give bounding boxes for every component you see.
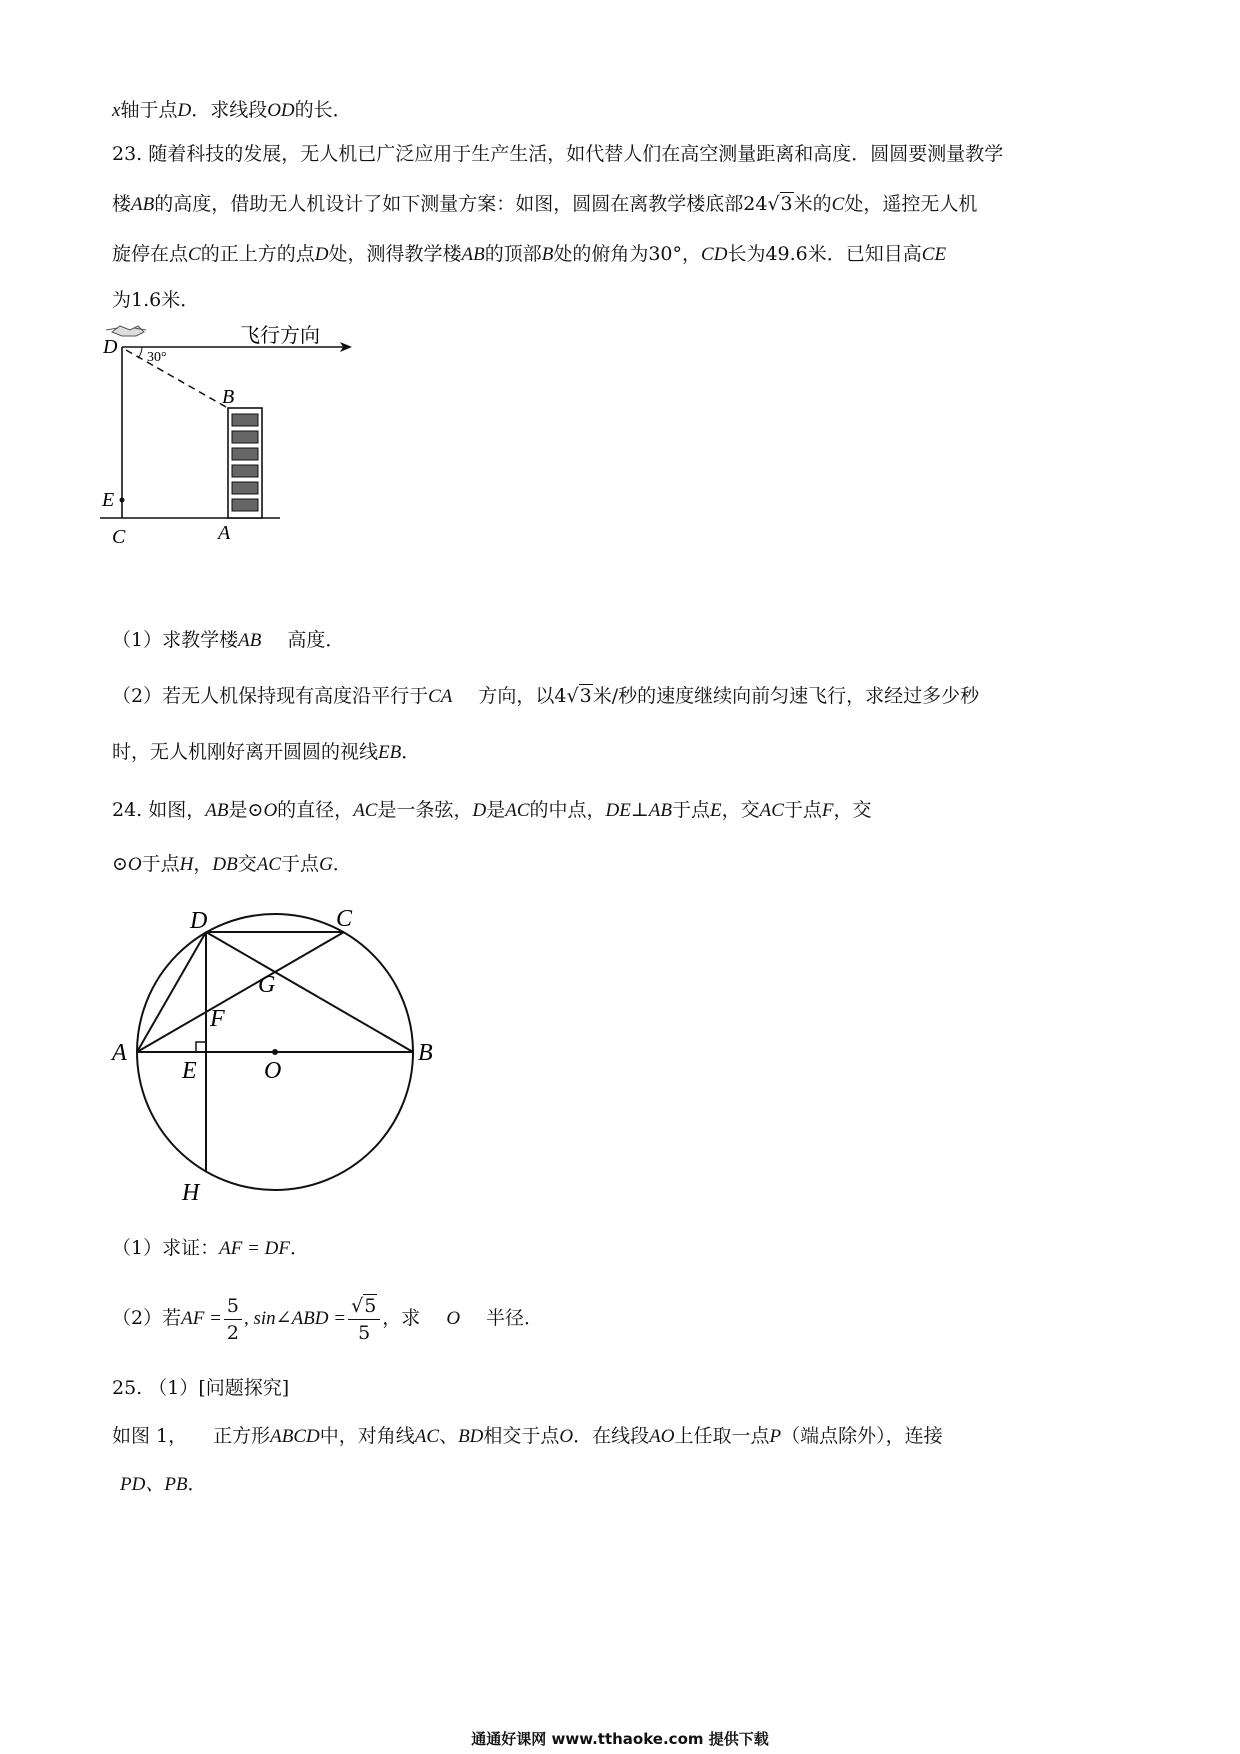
perp-symbol: ⊥ bbox=[630, 799, 649, 821]
q24-part-1 bbox=[112, 1236, 309, 1261]
math-4sqrt3 bbox=[554, 684, 592, 707]
text: 是 bbox=[486, 799, 506, 821]
line-AD bbox=[137, 932, 206, 1052]
sight-line-DB bbox=[126, 350, 226, 407]
text: 半径． bbox=[486, 1307, 544, 1329]
text: ， bbox=[193, 853, 213, 875]
numerator bbox=[348, 1293, 380, 1320]
text: 中，对角线 bbox=[319, 1425, 415, 1447]
math-G: G bbox=[319, 854, 333, 875]
sqrt-sign: √ bbox=[767, 193, 780, 215]
q23-line-4 bbox=[112, 288, 199, 312]
building-floor bbox=[232, 448, 258, 460]
math-O: O bbox=[559, 1426, 574, 1447]
q25-line-2 bbox=[112, 1424, 943, 1449]
math-D: D bbox=[472, 800, 487, 821]
text: ． bbox=[187, 1473, 207, 1495]
q23-line-2 bbox=[112, 192, 977, 217]
math-CD: CD bbox=[701, 244, 728, 265]
q25-line-1 bbox=[112, 1376, 289, 1400]
label-G: G bbox=[258, 972, 276, 998]
text: ，交 bbox=[833, 799, 872, 821]
label-B: B bbox=[222, 386, 235, 408]
math-AB: AB bbox=[461, 244, 485, 265]
math-AC: AC bbox=[414, 1426, 440, 1447]
math-CA: CA bbox=[428, 686, 453, 707]
math-D: D bbox=[177, 100, 192, 121]
text: 长为 bbox=[727, 243, 766, 265]
math-AF: AF = bbox=[181, 1308, 222, 1329]
text: ，求 bbox=[382, 1307, 421, 1329]
math-49.6: 49.6 bbox=[765, 243, 808, 265]
text-line-od bbox=[112, 98, 352, 123]
label-D: D bbox=[103, 336, 118, 358]
text: ， bbox=[682, 243, 702, 265]
q23-line-3 bbox=[112, 242, 946, 267]
math-D: D bbox=[314, 244, 329, 265]
text: 的直径， bbox=[277, 799, 354, 821]
math-F: F bbox=[821, 800, 834, 821]
text: 楼 bbox=[112, 193, 132, 215]
label-H: H bbox=[182, 1180, 200, 1206]
math-H: H bbox=[179, 854, 194, 875]
numerator: 5 bbox=[224, 1293, 242, 1320]
math-AC: AC bbox=[759, 800, 784, 821]
text: （1）[问题探究] bbox=[148, 1377, 290, 1399]
math-AB: AB bbox=[131, 194, 155, 215]
q24-part-2 bbox=[112, 1290, 543, 1347]
text: ． bbox=[289, 1237, 309, 1259]
text: 的正上方的点 bbox=[200, 243, 315, 265]
sqrt-sign: √ bbox=[351, 1294, 364, 1317]
line-DB bbox=[206, 932, 413, 1052]
sqrt-sign: √ bbox=[566, 685, 579, 707]
text: 的高度，借助无人机设计了如下测量方案：如图，圆圆在离教学楼底部 bbox=[154, 193, 744, 215]
math-x: x bbox=[112, 100, 121, 121]
text: 时，无人机刚好离开圆圆的视线 bbox=[112, 741, 379, 763]
math-AB: AB bbox=[648, 800, 672, 821]
text: 处的俯角为 bbox=[553, 243, 649, 265]
text: 米/秒的速度继续向前匀速飞行，求经过多少秒 bbox=[592, 685, 980, 707]
building-floor bbox=[232, 414, 258, 426]
text: 米．已知目高 bbox=[807, 243, 922, 265]
building-floor bbox=[232, 482, 258, 494]
q24-line-1 bbox=[112, 798, 872, 823]
math-O: O bbox=[446, 1308, 461, 1329]
text: 处，测得教学楼 bbox=[328, 243, 462, 265]
label-F: F bbox=[210, 1006, 225, 1032]
q23-line-1 bbox=[112, 142, 1003, 166]
math-AF-eq-DF: AF = DF bbox=[219, 1238, 290, 1259]
math-DB: DB bbox=[212, 854, 238, 875]
num: 24 bbox=[743, 193, 768, 215]
q23-part-1 bbox=[112, 628, 344, 653]
text: ．在线段 bbox=[573, 1425, 650, 1447]
label-E: E bbox=[102, 489, 115, 511]
math-BD: BD bbox=[458, 1426, 484, 1447]
math-E: E bbox=[709, 800, 722, 821]
text: 上任取一点 bbox=[674, 1425, 770, 1447]
fraction-5-2 bbox=[224, 1293, 242, 1346]
text: 的长． bbox=[294, 99, 352, 121]
math-ABCD: ABCD bbox=[270, 1426, 320, 1447]
right-angle-mark bbox=[196, 1042, 206, 1052]
q24-line-2 bbox=[112, 852, 352, 877]
math-AB: AB bbox=[238, 630, 262, 651]
text: 处，遥控无人机 bbox=[844, 193, 978, 215]
text: 米． bbox=[161, 289, 200, 311]
q25-line-3 bbox=[120, 1472, 207, 1497]
math-P: P bbox=[769, 1426, 782, 1447]
label-D: D bbox=[190, 908, 208, 934]
text: 是一条弦， bbox=[377, 799, 473, 821]
text: 方向，以 bbox=[478, 685, 555, 707]
label-B: B bbox=[418, 1040, 433, 1066]
label-A: A bbox=[112, 1040, 127, 1066]
math-DE: DE bbox=[605, 800, 631, 821]
figure-drone bbox=[100, 318, 370, 550]
text: 于点 bbox=[783, 799, 822, 821]
text: （端点除外），连接 bbox=[781, 1425, 943, 1447]
drone-icon bbox=[106, 326, 146, 336]
text: 相交于点 bbox=[483, 1425, 560, 1447]
radicand: 3 bbox=[780, 193, 793, 215]
question-number: 25. bbox=[112, 1377, 143, 1399]
math-PD-PB: PD、PB bbox=[120, 1474, 188, 1495]
math-B: B bbox=[541, 244, 554, 265]
text: ，交 bbox=[721, 799, 760, 821]
footer-watermark: 通通好课网 www.tthaoke.com 提供下载 bbox=[471, 1730, 769, 1748]
label-O: O bbox=[264, 1058, 282, 1084]
denominator: 5 bbox=[358, 1321, 371, 1344]
fraction-sqrt5-5 bbox=[348, 1293, 380, 1346]
label-C: C bbox=[336, 906, 353, 932]
building-floor bbox=[232, 499, 258, 511]
text: 米的 bbox=[793, 193, 832, 215]
text: 于点 bbox=[281, 853, 320, 875]
circle-symbol: ⊙ bbox=[112, 853, 128, 875]
question-number: 24. bbox=[112, 799, 143, 821]
text: 于点 bbox=[141, 853, 180, 875]
label-C: C bbox=[112, 526, 126, 548]
figure-circle bbox=[110, 890, 450, 1210]
math-C: C bbox=[831, 194, 845, 215]
text: ． bbox=[332, 853, 352, 875]
text: （2）若无人机保持现有高度沿平行于 bbox=[112, 685, 429, 707]
text: 如图 1， bbox=[112, 1425, 188, 1447]
text: 正方形 bbox=[213, 1425, 271, 1447]
text: （1）求教学楼 bbox=[112, 629, 239, 651]
math-C: C bbox=[188, 244, 201, 265]
text: 交 bbox=[237, 853, 257, 875]
angle-arc bbox=[138, 347, 142, 358]
math-O: O bbox=[127, 854, 142, 875]
math-AB: AB bbox=[205, 800, 229, 821]
text: ．求线段 bbox=[191, 99, 268, 121]
text: 、 bbox=[439, 1425, 459, 1447]
text: 是 bbox=[228, 799, 248, 821]
text: 随着科技的发展，无人机已广泛应用于生产生活，如代替人们在高空测量距离和高度．圆圆要测量教学 bbox=[148, 143, 1004, 165]
flight-direction-label: 飞行方向 bbox=[240, 325, 320, 347]
text: 高度． bbox=[287, 629, 345, 651]
math-sin-ABD: , sin∠ABD = bbox=[243, 1308, 347, 1329]
radicand: 3 bbox=[579, 685, 592, 707]
text: 于点 bbox=[671, 799, 710, 821]
line-AC bbox=[137, 932, 344, 1052]
math-AC: AC bbox=[353, 800, 378, 821]
math-CE: CE bbox=[921, 244, 947, 265]
q23-part-2-line-2 bbox=[112, 740, 420, 765]
math-1.6: 1.6 bbox=[131, 289, 162, 311]
math-30deg: 30° bbox=[648, 243, 683, 265]
point-O bbox=[272, 1049, 278, 1055]
text: 旋停在点 bbox=[112, 243, 189, 265]
building-floor bbox=[232, 431, 258, 443]
question-number: 23. bbox=[112, 143, 143, 165]
math-AC: AC bbox=[256, 854, 282, 875]
circle-symbol: ⊙ bbox=[247, 799, 264, 821]
text: 的中点， bbox=[529, 799, 606, 821]
text: ． bbox=[401, 741, 421, 763]
text: 轴于点 bbox=[120, 99, 178, 121]
text: 的顶部 bbox=[484, 243, 542, 265]
label-E: E bbox=[182, 1058, 197, 1084]
math-24sqrt3 bbox=[743, 192, 793, 215]
label-A: A bbox=[218, 522, 231, 544]
building-floor bbox=[232, 465, 258, 477]
math-EB: EB bbox=[378, 742, 402, 763]
text: （1）求证： bbox=[112, 1237, 220, 1259]
num: 4 bbox=[554, 685, 567, 707]
text: 如图， bbox=[148, 799, 206, 821]
denominator: 2 bbox=[226, 1321, 239, 1344]
text: 为 bbox=[112, 289, 132, 311]
math-AO: AO bbox=[649, 1426, 675, 1447]
math-OD: OD bbox=[267, 100, 295, 121]
math-O: O bbox=[263, 800, 278, 821]
radicand: 5 bbox=[364, 1294, 377, 1317]
q23-part-2 bbox=[112, 684, 979, 709]
angle-label: 30° bbox=[147, 350, 167, 365]
math-arc-AC: AC bbox=[505, 800, 530, 821]
point-E bbox=[120, 498, 125, 503]
text: （2）若 bbox=[112, 1307, 182, 1329]
